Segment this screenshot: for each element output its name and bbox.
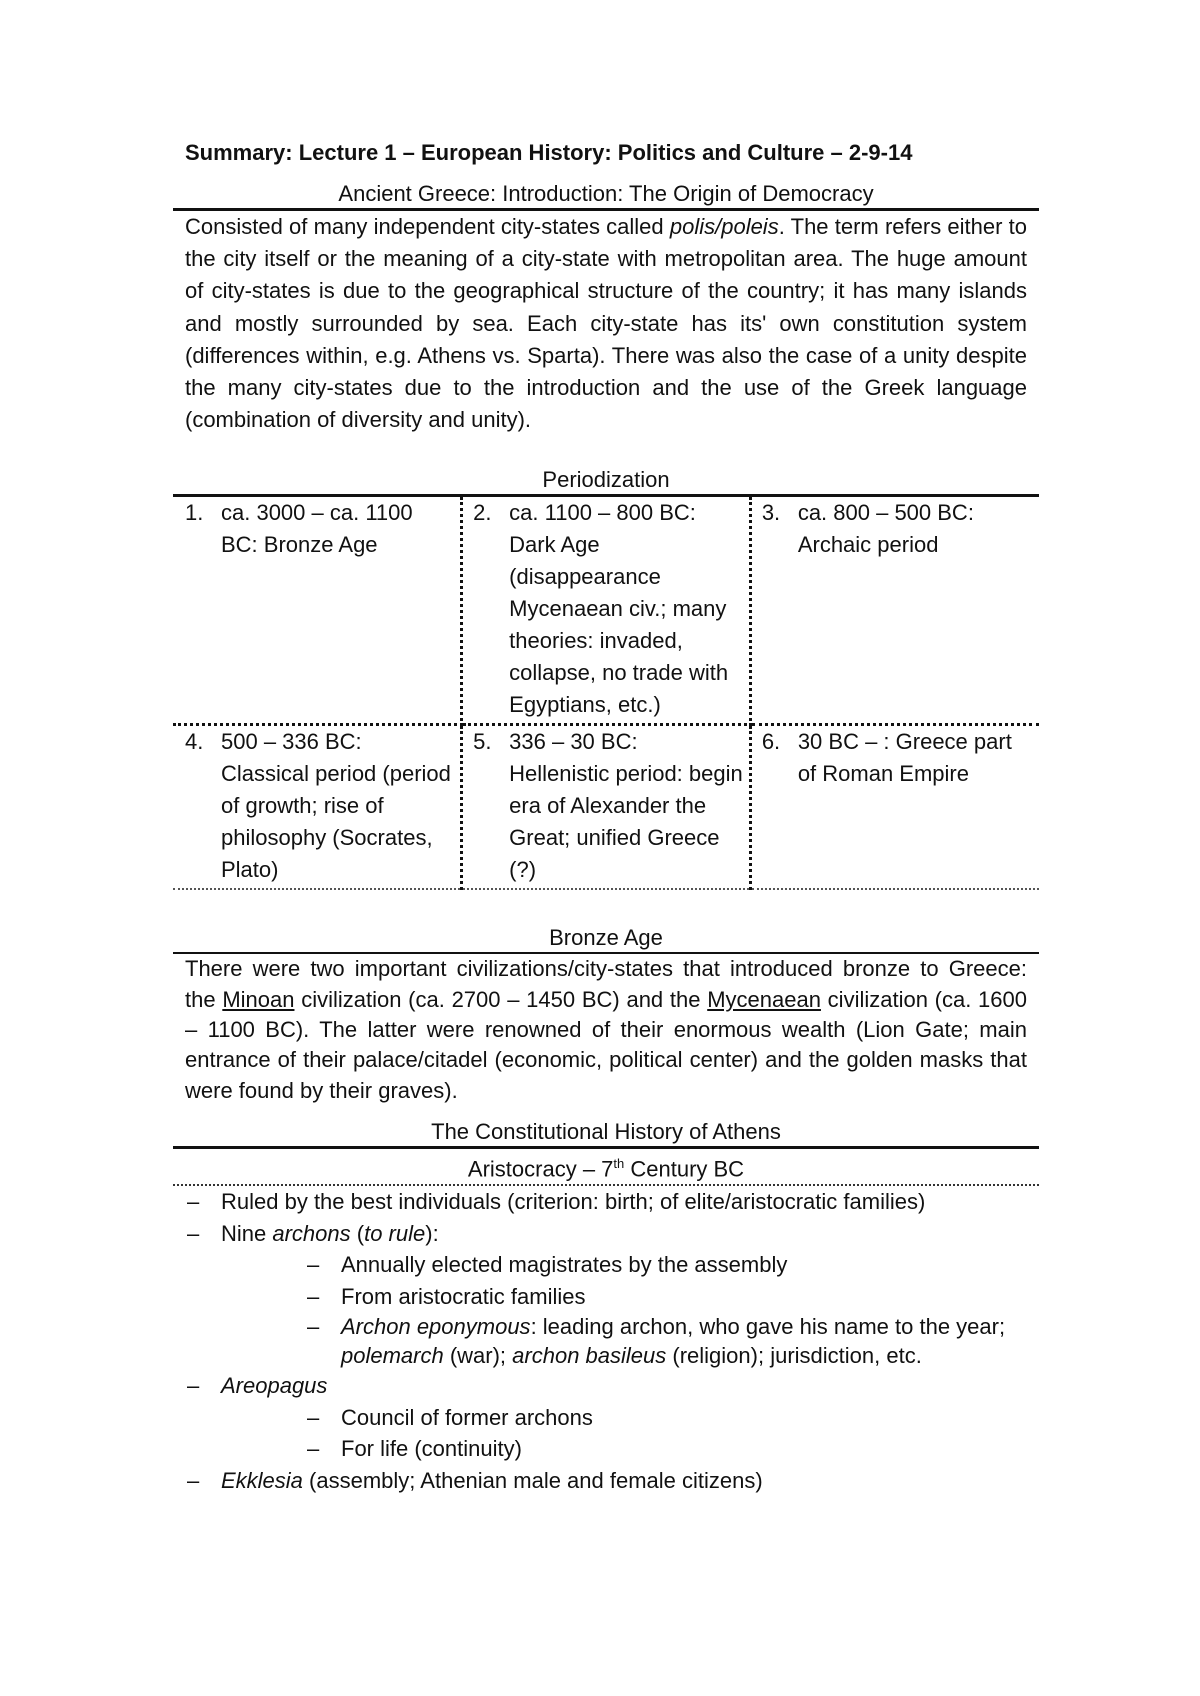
list-item-text: (assembly; Athenian male and female citizens)	[302, 1467, 763, 1493]
term-areopagus: Areopagus	[221, 1373, 328, 1399]
areopagus-sublist	[293, 1402, 1039, 1465]
period-cell	[173, 497, 462, 725]
period-cell	[462, 497, 751, 725]
periodization-heading: Periodization	[173, 466, 1039, 497]
intro-heading: Ancient Greece: Introduction: The Origin of Democracy	[173, 180, 1039, 211]
list-item	[293, 1402, 1039, 1434]
list-item-text: Annually elected magistrates by the assembly	[341, 1252, 788, 1278]
period-number: 1.	[185, 500, 204, 526]
list-item	[173, 1186, 1039, 1218]
term-ekklesia: Ekklesia	[221, 1467, 303, 1493]
list-item-text: (war);	[443, 1343, 513, 1369]
bronze-text-3: civilization (ca. 1600 – 1100 BC). The latter were renowned of their enormous wealth (Lion Gate; main entrance of their palace/citadel (economic, political center) and the golden masks that were found by their graves).	[185, 986, 1027, 1103]
list-item-text: ):	[425, 1220, 439, 1246]
table-row	[173, 497, 1039, 725]
period-text: ca. 800 – 500 BC: Archaic period	[797, 500, 974, 558]
periodization-table	[173, 497, 1039, 890]
aristocracy-subheading	[173, 1149, 1039, 1186]
list-item-text: (	[350, 1220, 365, 1246]
list-item-text: Ruled by the best individuals (criterion: birth; of elite/aristocratic families)	[221, 1189, 926, 1215]
table-row	[173, 725, 1039, 890]
intro-text-2: . The term refers either to the city itself or the meaning of a city-state with metropolitan area. The huge amount of city-states is due to the geographical structure of the country; it has many islands and mostly surrounded by sea. Each city-state has its' own constitution system (differences within, e.g. Athens vs. Sparta). There was also the case of a unity despite the many city-states due to the introduction and the use of the Greek language (combination of diversity and unity).	[185, 214, 1027, 433]
dash-bullet: –	[307, 1314, 320, 1340]
dash-bullet: –	[187, 1467, 200, 1493]
list-item	[173, 1370, 1039, 1465]
period-cell	[173, 725, 462, 890]
aristocracy-list	[173, 1186, 1039, 1496]
period-cell	[750, 497, 1039, 725]
list-item	[293, 1281, 1039, 1313]
period-number: 2.	[473, 500, 492, 526]
bronze-text-1: There were two important civilizations/city-states that introduced bronze to Greece: the	[185, 956, 1027, 1012]
list-item-text: From aristocratic families	[341, 1283, 586, 1309]
intro-term-polis: polis/poleis	[669, 214, 779, 239]
period-text: ca. 3000 – ca. 1100 BC: Bronze Age	[221, 500, 413, 558]
list-item-text: For life (continuity)	[341, 1436, 522, 1462]
subheading-text-2: Century BC	[624, 1156, 745, 1182]
athens-heading: The Constitutional History of Athens	[173, 1118, 1039, 1149]
period-text: 336 – 30 BC: Hellenistic period: begin era of Alexander the Great; unified Greece (?)	[509, 729, 743, 883]
list-item	[173, 1218, 1039, 1371]
dash-bullet: –	[187, 1189, 200, 1215]
dash-bullet: –	[307, 1252, 320, 1278]
bronze-mycenaean: Mycenaean	[707, 986, 821, 1012]
period-number: 4.	[185, 729, 204, 755]
period-number: 5.	[473, 729, 492, 755]
list-item	[173, 1465, 1039, 1497]
subheading-sup: th	[613, 1155, 625, 1171]
list-item	[293, 1433, 1039, 1465]
dash-bullet: –	[307, 1436, 320, 1462]
bronze-text-2: civilization (ca. 2700 – 1450 BC) and the	[294, 986, 708, 1012]
document-title: Summary: Lecture 1 – European History: Politics and Culture – 2-9-14	[185, 140, 913, 165]
document-page	[173, 140, 1039, 1496]
intro-text-1: Consisted of many independent city-states called	[185, 214, 670, 239]
period-text: ca. 1100 – 800 BC: Dark Age (disappearance Mycenaean civ.; many theories: invaded, collapse, no trade with Egyptians, etc.)	[509, 500, 729, 718]
dash-bullet: –	[307, 1404, 320, 1430]
term-archons: archons	[272, 1220, 351, 1246]
term-archon-eponymous: Archon eponymous	[341, 1314, 531, 1340]
period-text: 30 BC – : Greece part of Roman Empire	[797, 729, 1012, 787]
period-number: 6.	[761, 729, 781, 755]
bronze-minoan: Minoan	[222, 986, 295, 1012]
list-item-text: Nine	[221, 1220, 273, 1246]
bronze-paragraph	[173, 954, 1039, 1105]
term-archon-basileus: archon basileus	[512, 1343, 667, 1369]
period-cell	[462, 725, 751, 890]
term-to-rule: to rule	[364, 1220, 426, 1246]
list-item-text: (religion); jurisdiction, etc.	[666, 1343, 922, 1369]
subheading-text: Aristocracy – 7	[467, 1156, 614, 1182]
dash-bullet: –	[307, 1283, 320, 1309]
dash-bullet: –	[187, 1373, 200, 1399]
period-number: 3.	[761, 500, 781, 526]
list-item-text: Council of former archons	[341, 1404, 593, 1430]
term-polemarch: polemarch	[341, 1343, 444, 1369]
list-item	[293, 1249, 1039, 1281]
list-item	[293, 1312, 1039, 1370]
period-text: 500 – 336 BC: Classical period (period of growth; rise of philosophy (Socrates, Plato)	[221, 729, 451, 883]
bronze-heading: Bronze Age	[173, 924, 1039, 954]
period-cell	[750, 725, 1039, 890]
archons-sublist	[293, 1249, 1039, 1370]
intro-paragraph	[173, 211, 1039, 436]
dash-bullet: –	[187, 1220, 200, 1246]
list-item-text: : leading archon, who gave his name to the year;	[530, 1314, 1006, 1340]
